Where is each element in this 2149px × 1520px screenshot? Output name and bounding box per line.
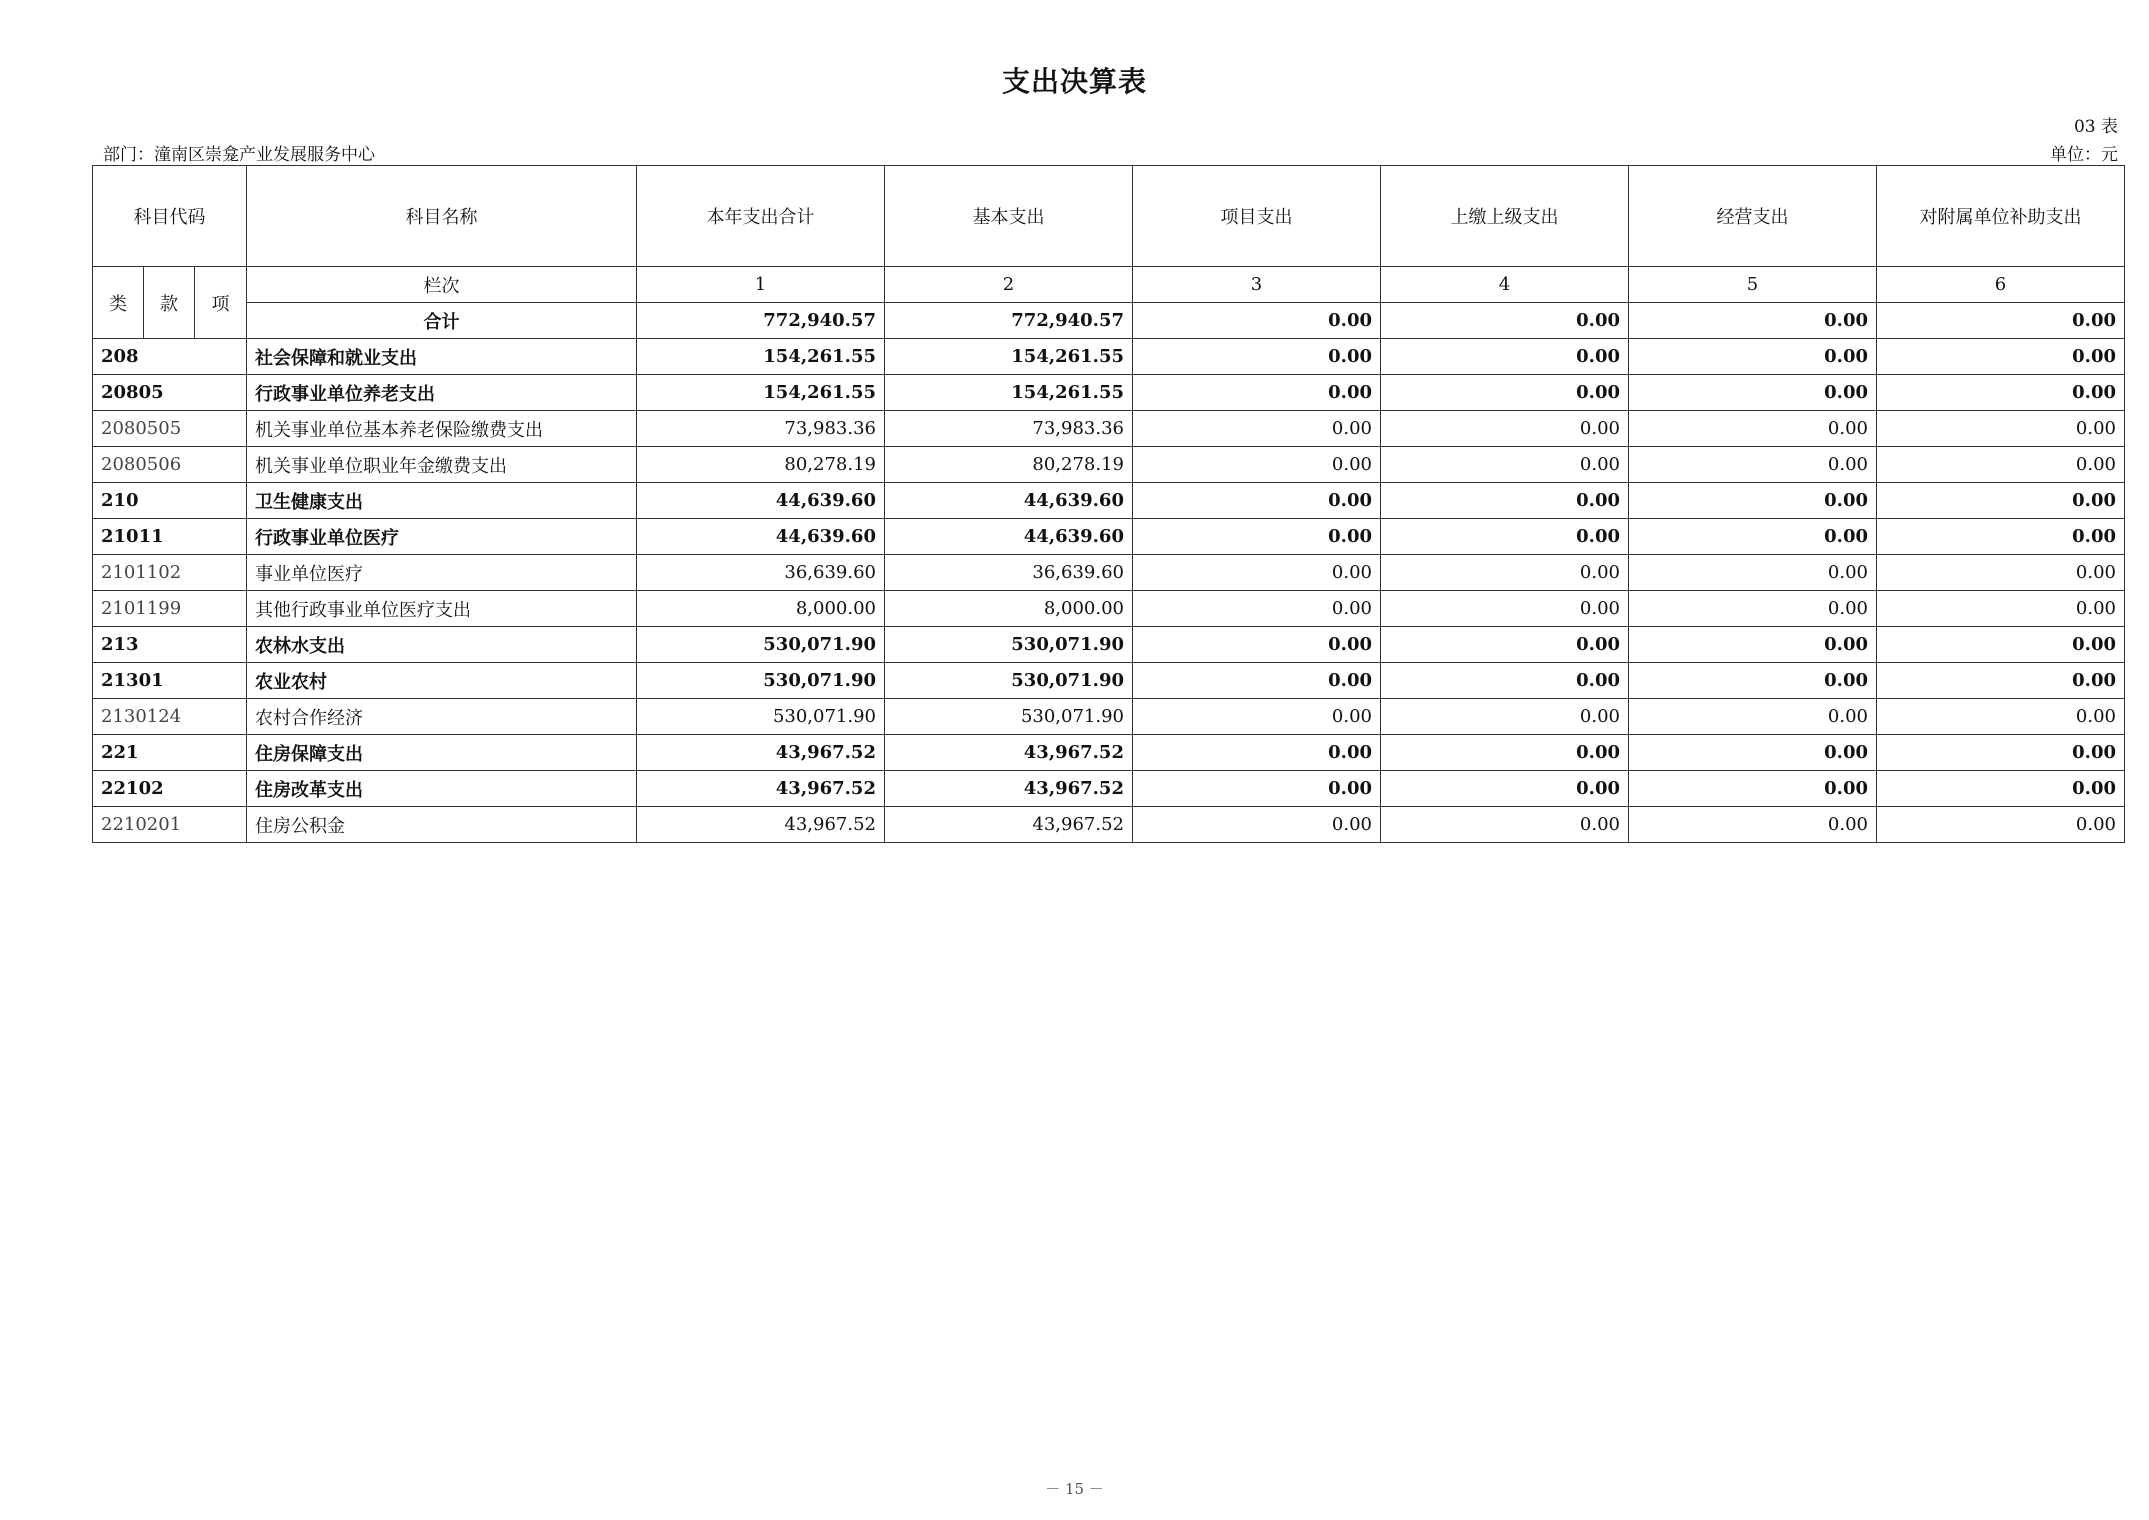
row-value-c4: 0.00	[1381, 663, 1629, 699]
row-value-c5: 0.00	[1629, 411, 1877, 447]
header-total-expenditure: 本年支出合计	[637, 166, 885, 267]
row-name: 卫生健康支出	[247, 483, 637, 519]
table-row	[93, 699, 2125, 735]
row-value-c4: 0.00	[1381, 483, 1629, 519]
row-code: 208	[93, 339, 247, 375]
row-value-c4: 0.00	[1381, 807, 1629, 843]
row-value-c1: 43,967.52	[637, 771, 885, 807]
row-value-c5: 0.00	[1629, 735, 1877, 771]
row-value-c2: 80,278.19	[885, 447, 1133, 483]
row-code: 210	[93, 483, 247, 519]
row-value-c3: 0.00	[1133, 483, 1381, 519]
row-name: 社会保障和就业支出	[247, 339, 637, 375]
row-code: 2101102	[93, 555, 247, 591]
column-number-1: 1	[637, 267, 885, 303]
table-row	[93, 735, 2125, 771]
header-operating-expenditure: 经营支出	[1629, 166, 1877, 267]
row-value-c4: 0.00	[1381, 735, 1629, 771]
row-value-c2: 44,639.60	[885, 483, 1133, 519]
row-value-c1: 80,278.19	[637, 447, 885, 483]
row-value-c6: 0.00	[1877, 735, 2125, 771]
row-value-c4: 0.00	[1381, 555, 1629, 591]
row-value-c6: 0.00	[1877, 519, 2125, 555]
table-row	[93, 555, 2125, 591]
row-name: 其他行政事业单位医疗支出	[247, 591, 637, 627]
row-value-c4: 0.00	[1381, 519, 1629, 555]
header-name: 科目名称	[247, 166, 637, 267]
row-name: 机关事业单位基本养老保险缴费支出	[247, 411, 637, 447]
row-value-c6: 0.00	[1877, 771, 2125, 807]
total-c1: 772,940.57	[637, 303, 885, 339]
row-value-c3: 0.00	[1133, 339, 1381, 375]
row-value-c2: 43,967.52	[885, 807, 1133, 843]
header-remit-superior: 上缴上级支出	[1381, 166, 1629, 267]
header-row	[93, 166, 2125, 267]
row-value-c5: 0.00	[1629, 771, 1877, 807]
row-value-c2: 530,071.90	[885, 699, 1133, 735]
level-xiang: 项	[195, 267, 247, 339]
row-value-c6: 0.00	[1877, 591, 2125, 627]
table-row	[93, 663, 2125, 699]
row-code: 213	[93, 627, 247, 663]
row-value-c1: 36,639.60	[637, 555, 885, 591]
total-c2: 772,940.57	[885, 303, 1133, 339]
row-code: 2101199	[93, 591, 247, 627]
row-value-c1: 73,983.36	[637, 411, 885, 447]
row-name: 住房公积金	[247, 807, 637, 843]
row-code: 22102	[93, 771, 247, 807]
row-code: 2130124	[93, 699, 247, 735]
row-value-c3: 0.00	[1133, 699, 1381, 735]
column-number-label: 栏次	[247, 267, 637, 303]
row-value-c5: 0.00	[1629, 591, 1877, 627]
column-number-row	[93, 267, 2125, 303]
row-value-c2: 530,071.90	[885, 663, 1133, 699]
row-value-c3: 0.00	[1133, 375, 1381, 411]
row-value-c4: 0.00	[1381, 411, 1629, 447]
row-name: 住房保障支出	[247, 735, 637, 771]
row-value-c2: 36,639.60	[885, 555, 1133, 591]
table-row	[93, 771, 2125, 807]
expenditure-table	[92, 165, 2125, 843]
row-value-c3: 0.00	[1133, 519, 1381, 555]
row-value-c6: 0.00	[1877, 447, 2125, 483]
row-code: 21301	[93, 663, 247, 699]
row-value-c2: 154,261.55	[885, 339, 1133, 375]
table-row	[93, 591, 2125, 627]
row-value-c4: 0.00	[1381, 771, 1629, 807]
table-row	[93, 519, 2125, 555]
row-value-c2: 530,071.90	[885, 627, 1133, 663]
row-code: 2210201	[93, 807, 247, 843]
row-code: 221	[93, 735, 247, 771]
row-value-c5: 0.00	[1629, 375, 1877, 411]
row-value-c6: 0.00	[1877, 375, 2125, 411]
row-value-c5: 0.00	[1629, 447, 1877, 483]
row-value-c5: 0.00	[1629, 627, 1877, 663]
row-value-c5: 0.00	[1629, 483, 1877, 519]
table-row	[93, 807, 2125, 843]
row-value-c4: 0.00	[1381, 591, 1629, 627]
row-name: 机关事业单位职业年金缴费支出	[247, 447, 637, 483]
column-number-3: 3	[1133, 267, 1381, 303]
row-value-c6: 0.00	[1877, 663, 2125, 699]
row-value-c1: 530,071.90	[637, 663, 885, 699]
row-value-c5: 0.00	[1629, 699, 1877, 735]
row-value-c3: 0.00	[1133, 555, 1381, 591]
row-value-c5: 0.00	[1629, 339, 1877, 375]
page-number: － 15 －	[1045, 1480, 1104, 1498]
table-row	[93, 483, 2125, 519]
row-name: 住房改革支出	[247, 771, 637, 807]
row-value-c2: 8,000.00	[885, 591, 1133, 627]
row-value-c5: 0.00	[1629, 555, 1877, 591]
table-row	[93, 411, 2125, 447]
row-value-c4: 0.00	[1381, 447, 1629, 483]
table-row	[93, 627, 2125, 663]
total-c3: 0.00	[1133, 303, 1381, 339]
row-value-c3: 0.00	[1133, 663, 1381, 699]
table-row	[93, 447, 2125, 483]
row-name: 农业农村	[247, 663, 637, 699]
row-value-c1: 154,261.55	[637, 339, 885, 375]
row-value-c3: 0.00	[1133, 591, 1381, 627]
form-number: 03 表	[2073, 117, 2118, 137]
column-number-5: 5	[1629, 267, 1877, 303]
column-number-2: 2	[885, 267, 1133, 303]
row-name: 农林水支出	[247, 627, 637, 663]
row-value-c5: 0.00	[1629, 807, 1877, 843]
row-code: 21011	[93, 519, 247, 555]
row-value-c2: 43,967.52	[885, 771, 1133, 807]
row-value-c3: 0.00	[1133, 447, 1381, 483]
row-name: 行政事业单位养老支出	[247, 375, 637, 411]
row-value-c2: 73,983.36	[885, 411, 1133, 447]
header-basic-expenditure: 基本支出	[885, 166, 1133, 267]
table-row	[93, 339, 2125, 375]
row-value-c6: 0.00	[1877, 627, 2125, 663]
row-value-c6: 0.00	[1877, 807, 2125, 843]
row-value-c6: 0.00	[1877, 699, 2125, 735]
row-value-c4: 0.00	[1381, 339, 1629, 375]
row-value-c1: 530,071.90	[637, 627, 885, 663]
row-value-c6: 0.00	[1877, 483, 2125, 519]
row-value-c4: 0.00	[1381, 627, 1629, 663]
column-number-4: 4	[1381, 267, 1629, 303]
row-value-c3: 0.00	[1133, 735, 1381, 771]
row-value-c3: 0.00	[1133, 807, 1381, 843]
total-label: 合计	[247, 303, 637, 339]
row-name: 事业单位医疗	[247, 555, 637, 591]
header-project-expenditure: 项目支出	[1133, 166, 1381, 267]
row-value-c1: 8,000.00	[637, 591, 885, 627]
row-name: 农村合作经济	[247, 699, 637, 735]
level-kuan: 款	[144, 267, 195, 339]
row-value-c1: 44,639.60	[637, 483, 885, 519]
page-title: 支出决算表	[1001, 65, 1147, 98]
table-row	[93, 375, 2125, 411]
header-code: 科目代码	[93, 166, 247, 267]
row-value-c1: 44,639.60	[637, 519, 885, 555]
total-c6: 0.00	[1877, 303, 2125, 339]
total-row	[93, 303, 2125, 339]
row-code: 20805	[93, 375, 247, 411]
row-value-c5: 0.00	[1629, 519, 1877, 555]
header-subsidiary-subsidy: 对附属单位补助支出	[1877, 166, 2125, 267]
row-value-c2: 43,967.52	[885, 735, 1133, 771]
row-value-c5: 0.00	[1629, 663, 1877, 699]
row-value-c3: 0.00	[1133, 411, 1381, 447]
total-c4: 0.00	[1381, 303, 1629, 339]
column-number-6: 6	[1877, 267, 2125, 303]
row-value-c3: 0.00	[1133, 627, 1381, 663]
row-code: 2080506	[93, 447, 247, 483]
row-value-c6: 0.00	[1877, 555, 2125, 591]
row-value-c1: 43,967.52	[637, 807, 885, 843]
row-value-c6: 0.00	[1877, 339, 2125, 375]
total-c5: 0.00	[1629, 303, 1877, 339]
row-value-c1: 530,071.90	[637, 699, 885, 735]
row-value-c2: 154,261.55	[885, 375, 1133, 411]
row-value-c4: 0.00	[1381, 699, 1629, 735]
unit-label: 单位：元	[2050, 145, 2118, 165]
level-lei: 类	[93, 267, 144, 339]
row-value-c1: 154,261.55	[637, 375, 885, 411]
row-value-c3: 0.00	[1133, 771, 1381, 807]
row-value-c6: 0.00	[1877, 411, 2125, 447]
department-label: 部门：潼南区崇龛产业发展服务中心	[103, 145, 375, 165]
row-value-c2: 44,639.60	[885, 519, 1133, 555]
row-code: 2080505	[93, 411, 247, 447]
row-name: 行政事业单位医疗	[247, 519, 637, 555]
row-value-c1: 43,967.52	[637, 735, 885, 771]
row-value-c4: 0.00	[1381, 375, 1629, 411]
